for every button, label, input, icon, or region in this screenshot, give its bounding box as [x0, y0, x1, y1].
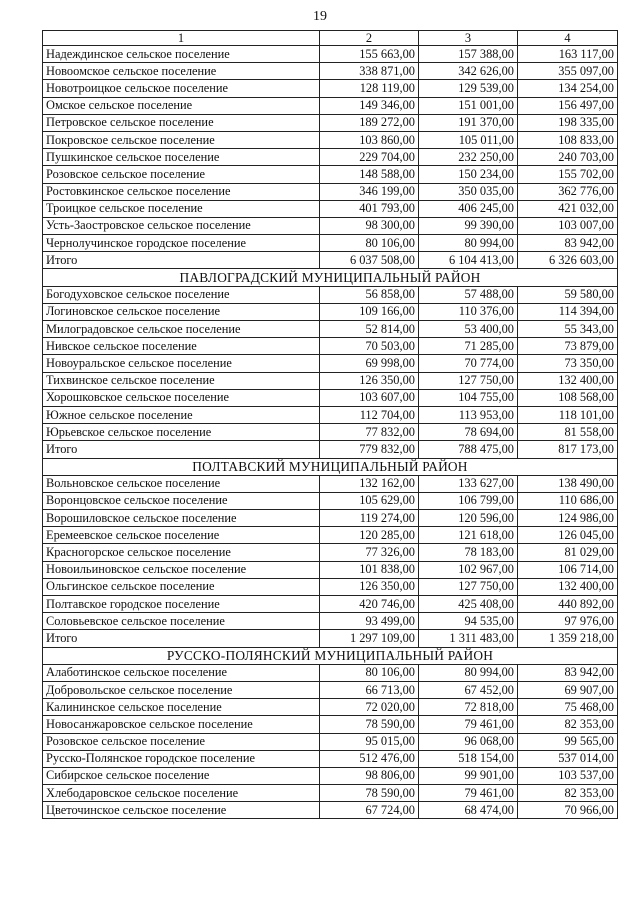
section-title-row: [43, 458, 618, 475]
amount-cell: 113 953,00: [419, 406, 518, 423]
settlement-name: Новоомское сельское поселение: [43, 63, 320, 80]
amount-cell: 70 503,00: [320, 338, 419, 355]
settlement-name: Калининское сельское поселение: [43, 699, 320, 716]
amount-cell: 67 724,00: [320, 802, 419, 819]
amount-cell: 110 686,00: [518, 492, 618, 509]
amount-cell: 98 300,00: [320, 217, 419, 234]
amount-cell: 103 007,00: [518, 217, 618, 234]
settlement-name: Тихвинское сельское поселение: [43, 372, 320, 389]
amount-cell: 342 626,00: [419, 63, 518, 80]
amount-cell: 80 106,00: [320, 664, 419, 681]
table-row: [43, 596, 618, 613]
amount-cell: 127 750,00: [419, 578, 518, 595]
amount-cell: 120 285,00: [320, 527, 419, 544]
table-row: [43, 733, 618, 750]
header-cell: 4: [518, 31, 618, 46]
amount-cell: 82 353,00: [518, 785, 618, 802]
amount-cell: 191 370,00: [419, 114, 518, 131]
amount-cell: 73 350,00: [518, 355, 618, 372]
amount-cell: 94 535,00: [419, 613, 518, 630]
table-row: [43, 166, 618, 183]
amount-cell: 126 350,00: [320, 372, 419, 389]
settlement-name: Новотроицкое сельское поселение: [43, 80, 320, 97]
header-row: [43, 31, 618, 46]
settlement-name: Цветочинское сельское поселение: [43, 802, 320, 819]
table-row: [43, 97, 618, 114]
settlement-name: Троицкое сельское поселение: [43, 200, 320, 217]
section-title: ПАВЛОГРАДСКИЙ МУНИЦИПАЛЬНЫЙ РАЙОН: [43, 269, 618, 286]
amount-cell: 232 250,00: [419, 149, 518, 166]
settlement-name: Петровское сельское поселение: [43, 114, 320, 131]
amount-cell: 155 663,00: [320, 46, 419, 63]
settlement-name: Хорошковское сельское поселение: [43, 389, 320, 406]
amount-cell: 338 871,00: [320, 63, 419, 80]
settlement-name: Новоуральское сельское поселение: [43, 355, 320, 372]
section-title: РУССКО-ПОЛЯНСКИЙ МУНИЦИПАЛЬНЫЙ РАЙОН: [43, 647, 618, 664]
table-row: [43, 46, 618, 63]
amount-cell: 67 452,00: [419, 681, 518, 698]
table-row: [43, 200, 618, 217]
table-row: [43, 321, 618, 338]
settlement-name: Омское сельское поселение: [43, 97, 320, 114]
amount-cell: 103 860,00: [320, 131, 419, 148]
total-label: Итого: [43, 630, 320, 647]
amount-cell: 73 879,00: [518, 338, 618, 355]
amount-cell: 69 907,00: [518, 681, 618, 698]
total-amount: 1 311 483,00: [419, 630, 518, 647]
amount-cell: 229 704,00: [320, 149, 419, 166]
table-row: [43, 63, 618, 80]
settlement-name: Богодуховское сельское поселение: [43, 286, 320, 303]
total-row: [43, 252, 618, 269]
amount-cell: 198 335,00: [518, 114, 618, 131]
amount-cell: 127 750,00: [419, 372, 518, 389]
amount-cell: 59 580,00: [518, 286, 618, 303]
amount-cell: 150 234,00: [419, 166, 518, 183]
settlement-name: Пушкинское сельское поселение: [43, 149, 320, 166]
amount-cell: 240 703,00: [518, 149, 618, 166]
amount-cell: 129 539,00: [419, 80, 518, 97]
amount-cell: 350 035,00: [419, 183, 518, 200]
amount-cell: 80 994,00: [419, 235, 518, 252]
settlement-name: Русско-Полянское городское поселение: [43, 750, 320, 767]
page-number: 19: [313, 9, 327, 24]
amount-cell: 99 565,00: [518, 733, 618, 750]
total-amount: 6 326 603,00: [518, 252, 618, 269]
amount-cell: 518 154,00: [419, 750, 518, 767]
amount-cell: 132 162,00: [320, 475, 419, 492]
amount-cell: 106 714,00: [518, 561, 618, 578]
settlement-name: Юрьевское сельское поселение: [43, 424, 320, 441]
table-row: [43, 475, 618, 492]
amount-cell: 138 490,00: [518, 475, 618, 492]
amount-cell: 80 106,00: [320, 235, 419, 252]
amount-cell: 425 408,00: [419, 596, 518, 613]
table-row: [43, 131, 618, 148]
amount-cell: 55 343,00: [518, 321, 618, 338]
amount-cell: 72 818,00: [419, 699, 518, 716]
amount-cell: 440 892,00: [518, 596, 618, 613]
settlement-name: Надеждинское сельское поселение: [43, 46, 320, 63]
total-label: Итого: [43, 252, 320, 269]
amount-cell: 105 629,00: [320, 492, 419, 509]
total-amount: 1 359 218,00: [518, 630, 618, 647]
amount-cell: 79 461,00: [419, 785, 518, 802]
amount-cell: 421 032,00: [518, 200, 618, 217]
amount-cell: 52 814,00: [320, 321, 419, 338]
amount-cell: 126 045,00: [518, 527, 618, 544]
amount-cell: 104 755,00: [419, 389, 518, 406]
amount-cell: 406 245,00: [419, 200, 518, 217]
amount-cell: 156 497,00: [518, 97, 618, 114]
amount-cell: 128 119,00: [320, 80, 419, 97]
amount-cell: 103 537,00: [518, 767, 618, 784]
table-row: [43, 716, 618, 733]
table-row: [43, 510, 618, 527]
table-row: [43, 149, 618, 166]
amount-cell: 95 015,00: [320, 733, 419, 750]
amount-cell: 82 353,00: [518, 716, 618, 733]
amount-cell: 77 832,00: [320, 424, 419, 441]
amount-cell: 78 590,00: [320, 785, 419, 802]
amount-cell: 98 806,00: [320, 767, 419, 784]
amount-cell: 99 390,00: [419, 217, 518, 234]
amount-cell: 362 776,00: [518, 183, 618, 200]
amount-cell: 132 400,00: [518, 372, 618, 389]
amount-cell: 66 713,00: [320, 681, 419, 698]
total-row: [43, 630, 618, 647]
amount-cell: 108 833,00: [518, 131, 618, 148]
amount-cell: 68 474,00: [419, 802, 518, 819]
amount-cell: 133 627,00: [419, 475, 518, 492]
table-row: [43, 527, 618, 544]
amount-cell: 420 746,00: [320, 596, 419, 613]
table-row: [43, 303, 618, 320]
amount-cell: 83 942,00: [518, 664, 618, 681]
settlement-name: Сибирское сельское поселение: [43, 767, 320, 784]
amount-cell: 105 011,00: [419, 131, 518, 148]
amount-cell: 512 476,00: [320, 750, 419, 767]
settlement-name: Усть-Заостровское сельское поселение: [43, 217, 320, 234]
table-row: [43, 681, 618, 698]
table-row: [43, 561, 618, 578]
amount-cell: 126 350,00: [320, 578, 419, 595]
total-row: [43, 441, 618, 458]
amount-cell: 157 388,00: [419, 46, 518, 63]
amount-cell: 114 394,00: [518, 303, 618, 320]
total-amount: 779 832,00: [320, 441, 419, 458]
table-row: [43, 578, 618, 595]
header-cell: 2: [320, 31, 419, 46]
amount-cell: 70 966,00: [518, 802, 618, 819]
amount-cell: 134 254,00: [518, 80, 618, 97]
settlement-name: Ольгинское сельское поселение: [43, 578, 320, 595]
settlement-name: Красногорское сельское поселение: [43, 544, 320, 561]
settlement-name: Покровское сельское поселение: [43, 131, 320, 148]
table-row: [43, 424, 618, 441]
settlement-name: Розовское сельское поселение: [43, 166, 320, 183]
amount-cell: 103 607,00: [320, 389, 419, 406]
amount-cell: 83 942,00: [518, 235, 618, 252]
amount-cell: 124 986,00: [518, 510, 618, 527]
settlement-name: Новосанжаровское сельское поселение: [43, 716, 320, 733]
settlement-name: Вольновское сельское поселение: [43, 475, 320, 492]
table-row: [43, 217, 618, 234]
amount-cell: 79 461,00: [419, 716, 518, 733]
amount-cell: 537 014,00: [518, 750, 618, 767]
table-row: [43, 699, 618, 716]
table-row: [43, 544, 618, 561]
table-row: [43, 492, 618, 509]
table-row: [43, 664, 618, 681]
amount-cell: 80 994,00: [419, 664, 518, 681]
amount-cell: 109 166,00: [320, 303, 419, 320]
section-title-row: [43, 269, 618, 286]
total-amount: 1 297 109,00: [320, 630, 419, 647]
amount-cell: 81 558,00: [518, 424, 618, 441]
amount-cell: 401 793,00: [320, 200, 419, 217]
amount-cell: 57 488,00: [419, 286, 518, 303]
amount-cell: 96 068,00: [419, 733, 518, 750]
amount-cell: 132 400,00: [518, 578, 618, 595]
settlement-name: Ростовкинское сельское поселение: [43, 183, 320, 200]
amount-cell: 189 272,00: [320, 114, 419, 131]
amount-cell: 355 097,00: [518, 63, 618, 80]
header-cell: 3: [419, 31, 518, 46]
amount-cell: 78 183,00: [419, 544, 518, 561]
amount-cell: 121 618,00: [419, 527, 518, 544]
amount-cell: 119 274,00: [320, 510, 419, 527]
amount-cell: 151 001,00: [419, 97, 518, 114]
table-row: [43, 613, 618, 630]
amount-cell: 346 199,00: [320, 183, 419, 200]
section-title: ПОЛТАВСКИЙ МУНИЦИПАЛЬНЫЙ РАЙОН: [43, 458, 618, 475]
total-label: Итого: [43, 441, 320, 458]
table-row: [43, 785, 618, 802]
amount-cell: 71 285,00: [419, 338, 518, 355]
table-row: [43, 389, 618, 406]
amount-cell: 77 326,00: [320, 544, 419, 561]
amount-cell: 81 029,00: [518, 544, 618, 561]
amount-cell: 70 774,00: [419, 355, 518, 372]
total-amount: 6 104 413,00: [419, 252, 518, 269]
table-row: [43, 750, 618, 767]
total-amount: 788 475,00: [419, 441, 518, 458]
amount-cell: 120 596,00: [419, 510, 518, 527]
amount-cell: 69 998,00: [320, 355, 419, 372]
amount-cell: 102 967,00: [419, 561, 518, 578]
amount-cell: 101 838,00: [320, 561, 419, 578]
header-cell: 1: [43, 31, 320, 46]
settlement-name: Розовское сельское поселение: [43, 733, 320, 750]
settlement-name: Воронцовское сельское поселение: [43, 492, 320, 509]
amount-cell: 118 101,00: [518, 406, 618, 423]
settlement-name: Чернолучинское городское поселение: [43, 235, 320, 252]
amount-cell: 108 568,00: [518, 389, 618, 406]
amount-cell: 93 499,00: [320, 613, 419, 630]
amount-cell: 155 702,00: [518, 166, 618, 183]
table-row: [43, 372, 618, 389]
amount-cell: 78 590,00: [320, 716, 419, 733]
settlement-name: Хлебодаровское сельское поселение: [43, 785, 320, 802]
table-row: [43, 338, 618, 355]
settlement-name: Еремеевское сельское поселение: [43, 527, 320, 544]
settlement-name: Нивское сельское поселение: [43, 338, 320, 355]
settlement-name: Полтавское городское поселение: [43, 596, 320, 613]
settlement-name: Добровольское сельское поселение: [43, 681, 320, 698]
amount-cell: 106 799,00: [419, 492, 518, 509]
amount-cell: 163 117,00: [518, 46, 618, 63]
table-body: [43, 31, 618, 819]
amount-cell: 56 858,00: [320, 286, 419, 303]
total-amount: 6 037 508,00: [320, 252, 419, 269]
settlement-name: Милоградовское сельское поселение: [43, 321, 320, 338]
total-amount: 817 173,00: [518, 441, 618, 458]
table-row: [43, 286, 618, 303]
table-row: [43, 767, 618, 784]
amount-cell: 149 346,00: [320, 97, 419, 114]
budget-table: [42, 30, 618, 819]
table-row: [43, 235, 618, 252]
settlement-name: Соловьевское сельское поселение: [43, 613, 320, 630]
table-row: [43, 355, 618, 372]
table-row: [43, 114, 618, 131]
amount-cell: 97 976,00: [518, 613, 618, 630]
amount-cell: 53 400,00: [419, 321, 518, 338]
table-row: [43, 80, 618, 97]
section-title-row: [43, 647, 618, 664]
amount-cell: 78 694,00: [419, 424, 518, 441]
settlement-name: Новоильиновское сельское поселение: [43, 561, 320, 578]
table-row: [43, 406, 618, 423]
amount-cell: 72 020,00: [320, 699, 419, 716]
settlement-name: Южное сельское поселение: [43, 406, 320, 423]
amount-cell: 75 468,00: [518, 699, 618, 716]
settlement-name: Ворошиловское сельское поселение: [43, 510, 320, 527]
table-row: [43, 802, 618, 819]
amount-cell: 148 588,00: [320, 166, 419, 183]
amount-cell: 112 704,00: [320, 406, 419, 423]
amount-cell: 110 376,00: [419, 303, 518, 320]
table-row: [43, 183, 618, 200]
settlement-name: Алаботинское сельское поселение: [43, 664, 320, 681]
amount-cell: 99 901,00: [419, 767, 518, 784]
settlement-name: Логиновское сельское поселение: [43, 303, 320, 320]
